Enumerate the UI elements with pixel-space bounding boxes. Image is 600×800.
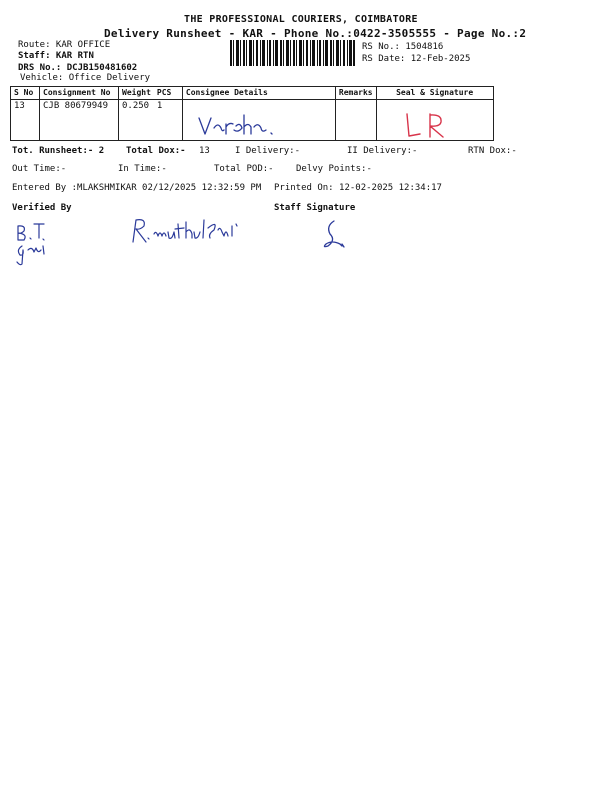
total-runsheet: Tot. Runsheet:- 2 bbox=[12, 146, 105, 156]
total-dox-label: Total Dox:- bbox=[126, 146, 186, 156]
verifier-initials-signature bbox=[10, 220, 60, 268]
rs-number: RS No.: 1504816 bbox=[362, 42, 444, 52]
in-time: In Time:- bbox=[118, 164, 167, 174]
consignee-signature bbox=[196, 110, 276, 140]
col-weight: Weight bbox=[119, 87, 154, 100]
report-subtitle: Delivery Runsheet - KAR - Phone No.:0422-3505555 - Page No.:2 bbox=[104, 27, 527, 40]
verified-by-label: Verified By bbox=[12, 203, 72, 213]
report-title: THE PROFESSIONAL COURIERS, COIMBATORE bbox=[184, 14, 418, 25]
out-time: Out Time:- bbox=[12, 164, 67, 174]
cell-remarks bbox=[335, 100, 376, 141]
cell-weight: 0.250 bbox=[119, 100, 154, 141]
rs-date: RS Date: 12-Feb-2025 bbox=[362, 54, 471, 64]
route-label: Route: KAR OFFICE bbox=[18, 40, 111, 50]
drs-number: DRS No.: DCJB150481602 bbox=[18, 63, 138, 73]
cell-consignment: CJB 80679949 bbox=[40, 100, 119, 141]
verifier-signature bbox=[128, 214, 258, 250]
staff-label: Staff: KAR RTN bbox=[18, 51, 94, 61]
total-pod: Total POD:- bbox=[214, 164, 274, 174]
i-delivery: I Delivery:- bbox=[235, 146, 301, 156]
cell-sno: 13 bbox=[11, 100, 40, 141]
col-remarks: Remarks bbox=[335, 87, 376, 100]
staff-signature-mark bbox=[318, 218, 352, 252]
table-header-row bbox=[11, 87, 494, 100]
col-consignee: Consignee Details bbox=[182, 87, 335, 100]
cell-pcs: 1 bbox=[154, 100, 183, 141]
barcode-image bbox=[230, 40, 355, 66]
delvy-points: Delvy Points:- bbox=[296, 164, 372, 174]
rtn-dox: RTN Dox:- bbox=[468, 146, 517, 156]
col-seal: Seal & Signature bbox=[376, 87, 493, 100]
col-sno: S No bbox=[11, 87, 40, 100]
total-dox-value: 13 bbox=[199, 146, 210, 156]
col-consignment: Consignment No bbox=[40, 87, 119, 100]
printed-on: Printed On: 12-02-2025 12:34:17 bbox=[274, 183, 442, 193]
seal-signature bbox=[402, 110, 452, 140]
staff-signature-label: Staff Signature bbox=[274, 203, 356, 213]
ii-delivery: II Delivery:- bbox=[347, 146, 418, 156]
vehicle-label: Vehicle: Office Delivery bbox=[20, 73, 151, 83]
col-pcs: PCS bbox=[154, 87, 183, 100]
entered-by: Entered By :MLAKSHMIKAR 02/12/2025 12:32:59 PM bbox=[12, 183, 262, 193]
